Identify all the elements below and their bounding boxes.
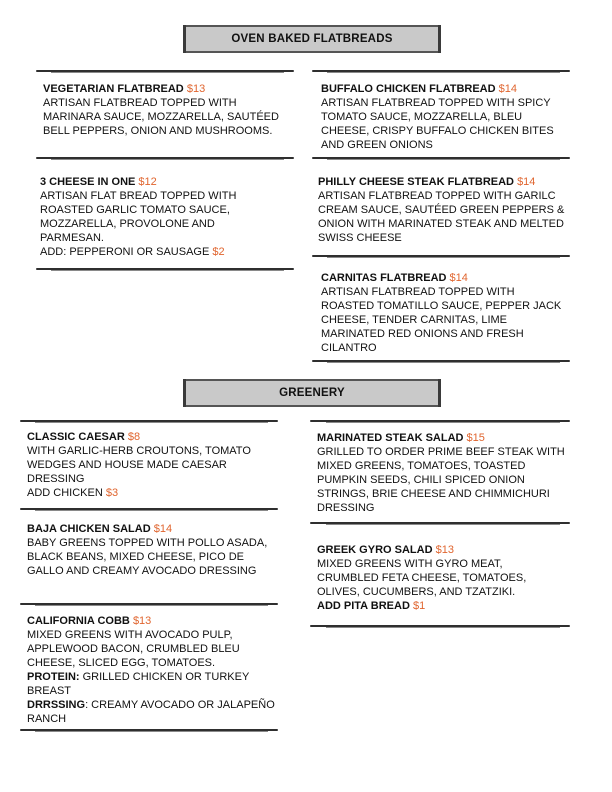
item-description: ARTISAN FLATBREAD TOPPED WITH GARILC CREAM SAUCE, SAUTÉED GREEN PEPPERS & ONION WITH MARINATED STEAK AND MELTED SWISS CHEESE [318, 190, 565, 244]
section-title-greenery: GREENERY [279, 387, 345, 399]
item-price: $13 [132, 615, 152, 627]
menu-item-buffalo-chicken-flatbread [321, 82, 566, 152]
divider [36, 268, 294, 270]
menu-item-greek-gyro-salad [317, 543, 567, 613]
menu-item-california-cobb [27, 614, 277, 726]
item-dressing [27, 698, 277, 726]
menu-item-baja-chicken-salad [27, 522, 277, 578]
item-description: WITH GARLIC-HERB CROUTONS, TOMATO WEDGES AND HOUSE MADE CAESAR DRESSING [27, 445, 251, 485]
divider [310, 522, 570, 524]
addon-label: ADD PITA BREAD [317, 600, 410, 612]
divider [20, 729, 278, 731]
item-name: MARINATED STEAK SALAD [317, 432, 464, 444]
item-description: BABY GREENS TOPPED WITH POLLO ASADA, BLACK BEANS, MIXED CHEESE, PICO DE GALLO AND CREAMY AVOCADO DRESSING [27, 537, 268, 577]
divider [36, 70, 294, 72]
menu-item-marinated-steak-salad [317, 431, 567, 515]
dressing-label: DRRSSING [27, 699, 86, 711]
protein-label: PROTEIN: [27, 671, 80, 683]
item-addon [317, 599, 567, 613]
section-banner-greenery [183, 379, 441, 407]
item-name: BUFFALO CHICKEN FLATBREAD [321, 83, 496, 95]
item-name: BAJA CHICKEN SALAD [27, 523, 151, 535]
divider [312, 360, 570, 362]
item-description: ARTISAN FLAT BREAD TOPPED WITH ROASTED GARLIC TOMATO SAUCE, MOZZARELLA, PROVOLONE AND PARMESAN. [40, 190, 237, 244]
item-price: $13 [186, 83, 206, 95]
item-price: $15 [466, 432, 485, 444]
item-description: MIXED GREENS WITH GYRO MEAT, CRUMBLED FETA CHEESE, TOMATOES, OLIVES, CUCUMBERS, AND TZATZIKI. [317, 558, 527, 598]
addon-price: $1 [412, 600, 426, 612]
divider [20, 508, 278, 510]
divider [310, 420, 570, 422]
item-price: $14 [449, 272, 468, 284]
divider [312, 255, 570, 257]
divider [312, 157, 570, 159]
item-addon [40, 245, 280, 259]
item-name: CARNITAS FLATBREAD [321, 272, 447, 284]
divider [312, 70, 570, 72]
item-price: $13 [435, 544, 454, 556]
dressing-options: : CREAMY AVOCADO OR JALAPEÑO RANCH [27, 699, 275, 725]
item-name: VEGETARIAN FLATBREAD [43, 83, 184, 95]
item-price: $8 [127, 431, 141, 443]
item-name: PHILLY CHEESE STEAK FLATBREAD [318, 176, 514, 188]
menu-item-vegetarian-flatbread [43, 82, 288, 138]
item-price: $12 [138, 176, 157, 188]
divider [20, 420, 278, 422]
addon-price: $2 [212, 246, 225, 258]
menu-item-3-cheese-in-one [40, 175, 280, 259]
item-price: $14 [517, 176, 536, 188]
item-description: GRILLED TO ORDER PRIME BEEF STEAK WITH MIXED GREENS, TOMATOES, TOASTED PUMPKIN SEEDS, CHILI SPICED ONION STRINGS, BRIE CHEESE AND CHIMMICHURI DRESSING [317, 446, 565, 514]
menu-item-classic-caesar [27, 430, 277, 500]
item-price: $14 [153, 523, 173, 535]
item-addon [27, 486, 277, 500]
item-name: GREEK GYRO SALAD [317, 544, 433, 556]
item-description: ARTISAN FLATBREAD TOPPED WITH ROASTED TOMATILLO SAUCE, PEPPER JACK CHEESE, TENDER CARNITAS, LIME MARINATED RED ONIONS AND FRESH CILANTRO [321, 286, 562, 354]
item-price: $14 [498, 83, 517, 95]
item-name: CALIFORNIA COBB [27, 615, 130, 627]
section-banner-flatbreads [183, 25, 441, 53]
item-description: ARTISAN FLATBREAD TOPPED WITH SPICY TOMATO SAUCE, MOZZARELLA, BLEU CHEESE, CRISPY BUFFALO CHICKEN BITES AND GREEN ONIONS [321, 97, 554, 151]
divider [20, 603, 278, 605]
addon-price: $3 [105, 487, 119, 499]
divider [36, 157, 294, 159]
item-description: MIXED GREENS WITH AVOCADO PULP, APPLEWOOD BACON, CRUMBLED BLEU CHEESE, SLICED EGG, TOMATOES. [27, 629, 240, 669]
addon-label: ADD CHICKEN [27, 487, 103, 499]
menu-item-carnitas-flatbread [321, 271, 566, 355]
addon-label: ADD: PEPPERONI OR SAUSAGE [40, 246, 210, 258]
item-name: 3 CHEESE IN ONE [40, 176, 136, 188]
section-title-flatbreads: OVEN BAKED FLATBREADS [231, 33, 393, 45]
item-protein [27, 670, 277, 698]
item-description: ARTISAN FLATBREAD TOPPED WITH MARINARA SAUCE, MOZZARELLA, SAUTÉED BELL PEPPERS, ONION AND MUSHROOMS. [43, 97, 279, 137]
protein-options: GRILLED CHICKEN OR TURKEY BREAST [27, 671, 250, 697]
menu-item-philly-cheese-steak-flatbread [318, 175, 580, 245]
item-name: CLASSIC CAESAR [27, 431, 125, 443]
divider [310, 625, 570, 627]
